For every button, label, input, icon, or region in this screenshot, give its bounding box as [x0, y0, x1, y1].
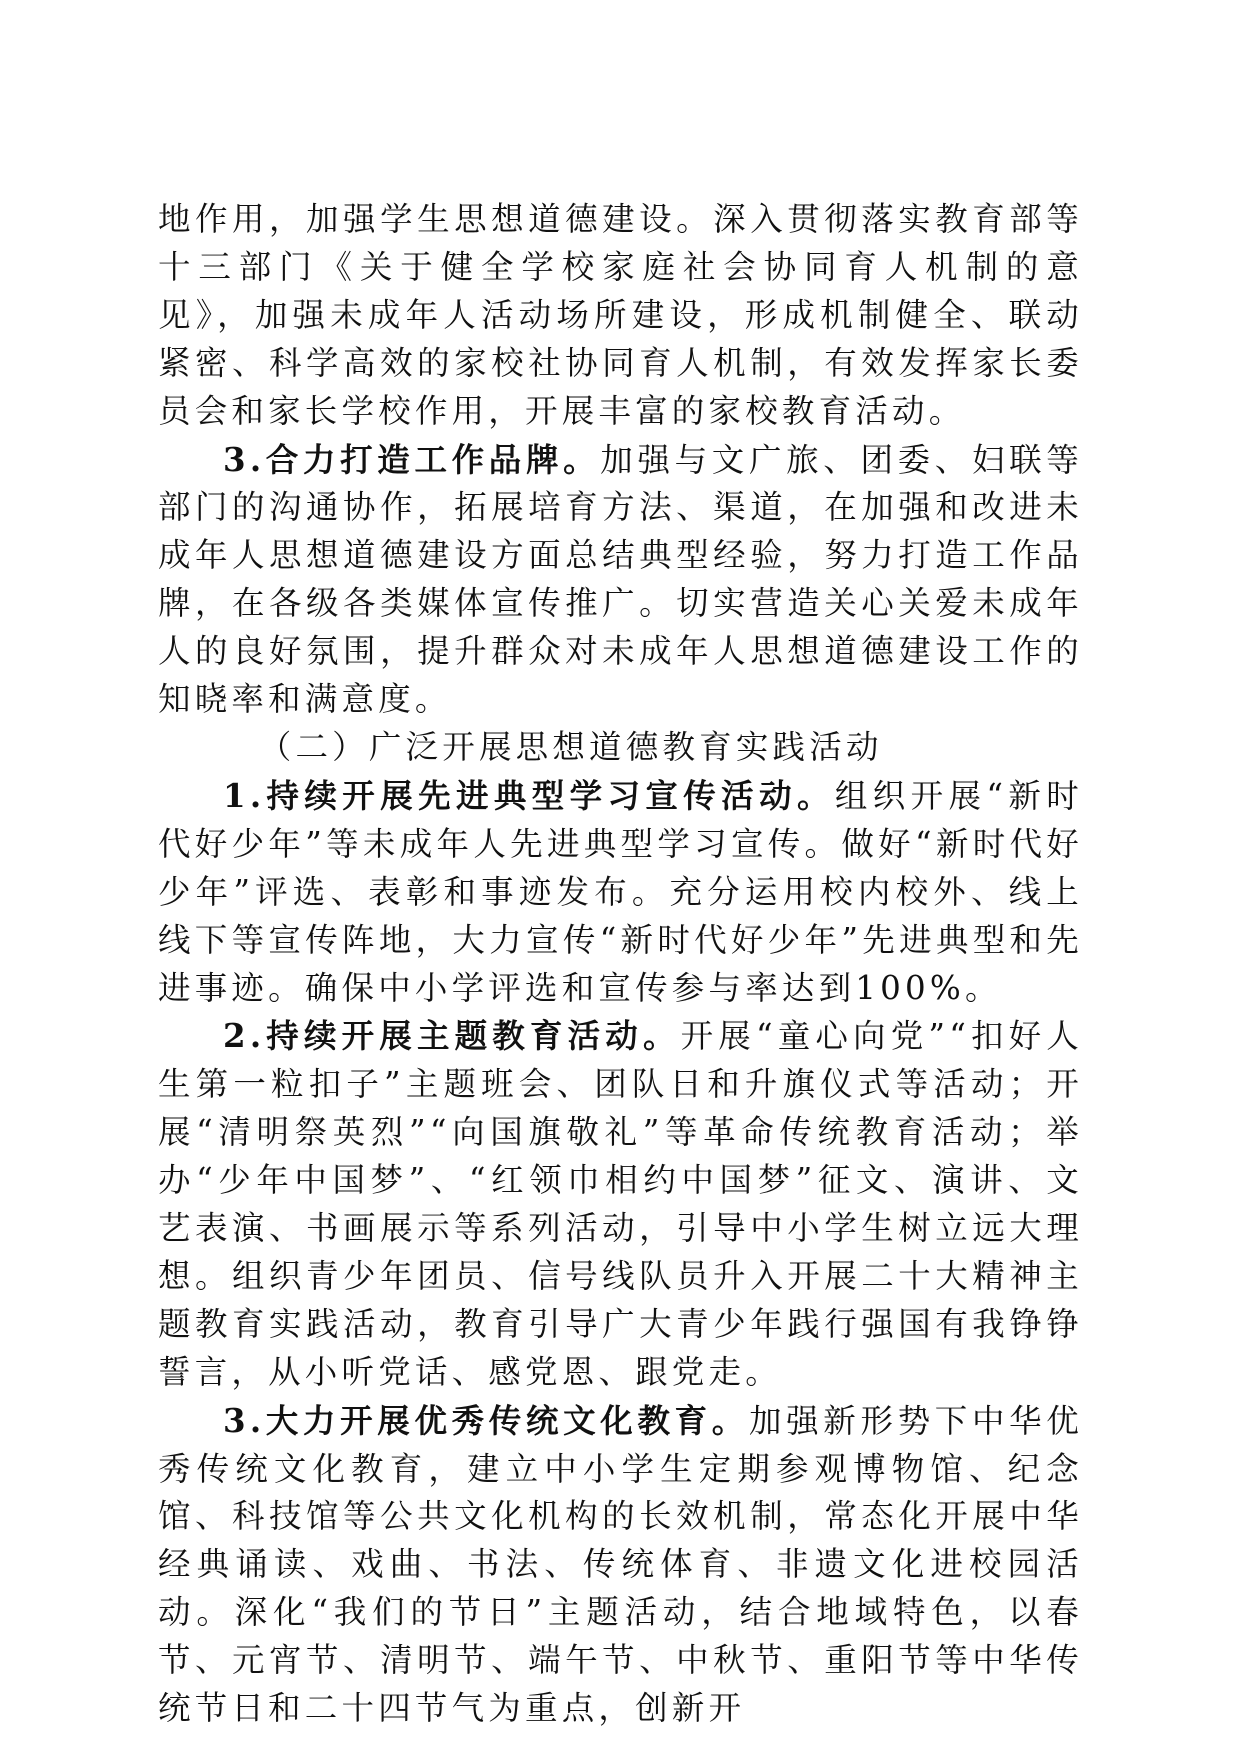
- paragraph-text: 组织开展“新时代好少年”等未成年人先进典型学习宣传。做好“新时代好少年”评选、表彰和事迹发布。充分运用校内校外、线上线下等宣传阵地，大力宣传“新时代好少年”先进典型和先进事迹。确保中小学评选和宣传参与率达到100%。: [158, 776, 1083, 1007]
- paragraph-lead: 1.持续开展先进典型学习宣传活动。: [223, 775, 835, 815]
- paragraph-lead: 3.大力开展优秀传统文化教育。: [223, 1400, 749, 1440]
- paragraph-family-school-cooperation: [158, 196, 1083, 436]
- paragraph-text: 开展“童心向党”“扣好人生第一粒扣子”主题班会、团队日和升旗仪式等活动；开展“清明祭英烈”“向国旗敬礼”等革命传统教育活动；举办“少年中国梦”、“红领巾相约中国梦”征文、演讲、文艺表演、书画展示等系列活动，引导中小学生树立远大理想。组织青少年团员、信号线队员升入开展二十大精神主题教育实践活动，教育引导广大青少年践行强国有我铮铮誓言，从小听党话、感党恩、跟党走。: [158, 1017, 1083, 1391]
- paragraph-lead: 2.持续开展主题教育活动。: [223, 1016, 681, 1056]
- paragraph-theme-education: [158, 1012, 1083, 1396]
- paragraph-traditional-culture: [158, 1397, 1083, 1733]
- section-heading: （二）广泛开展思想道德教育实践活动: [258, 727, 883, 766]
- paragraph-text: 地作用，加强学生思想道德建设。深入贯彻落实教育部等十三部门《关于健全学校家庭社会协同育人机制的意见》，加强未成年人活动场所建设，形成机制健全、联动紧密、科学高效的家校社协同育人机制，有效发挥家长委员会和家长学校作用，开展丰富的家校教育活动。: [158, 200, 1083, 430]
- document-body: [158, 196, 1083, 1733]
- paragraph-text: 加强新形势下中华优秀传统文化教育，建立中小学生定期参观博物馆、纪念馆、科技馆等公共文化机构的长效机制，常态化开展中华经典诵读、戏曲、书法、传统体育、非遗文化进校园活动。深化“我们的节日”主题活动，结合地域特色，以春节、元宵节、清明节、端午节、中秋节、重阳节等中华传统节日和二十四节气为重点，创新开: [158, 1401, 1083, 1728]
- paragraph-text: 加强与文广旅、团委、妇联等部门的沟通协作，拓展培育方法、渠道，在加强和改进未成年人思想道德建设方面总结典型经验，努力打造工作品牌，在各级各类媒体宣传推广。切实营造关心关爱未成年人的良好氛围，提升群众对未成年人思想道德建设工作的知晓率和满意度。: [158, 440, 1083, 719]
- paragraph-lead: 3.合力打造工作品牌。: [223, 439, 601, 479]
- paragraph-work-brand: [158, 436, 1083, 724]
- paragraph-role-models: [158, 772, 1083, 1013]
